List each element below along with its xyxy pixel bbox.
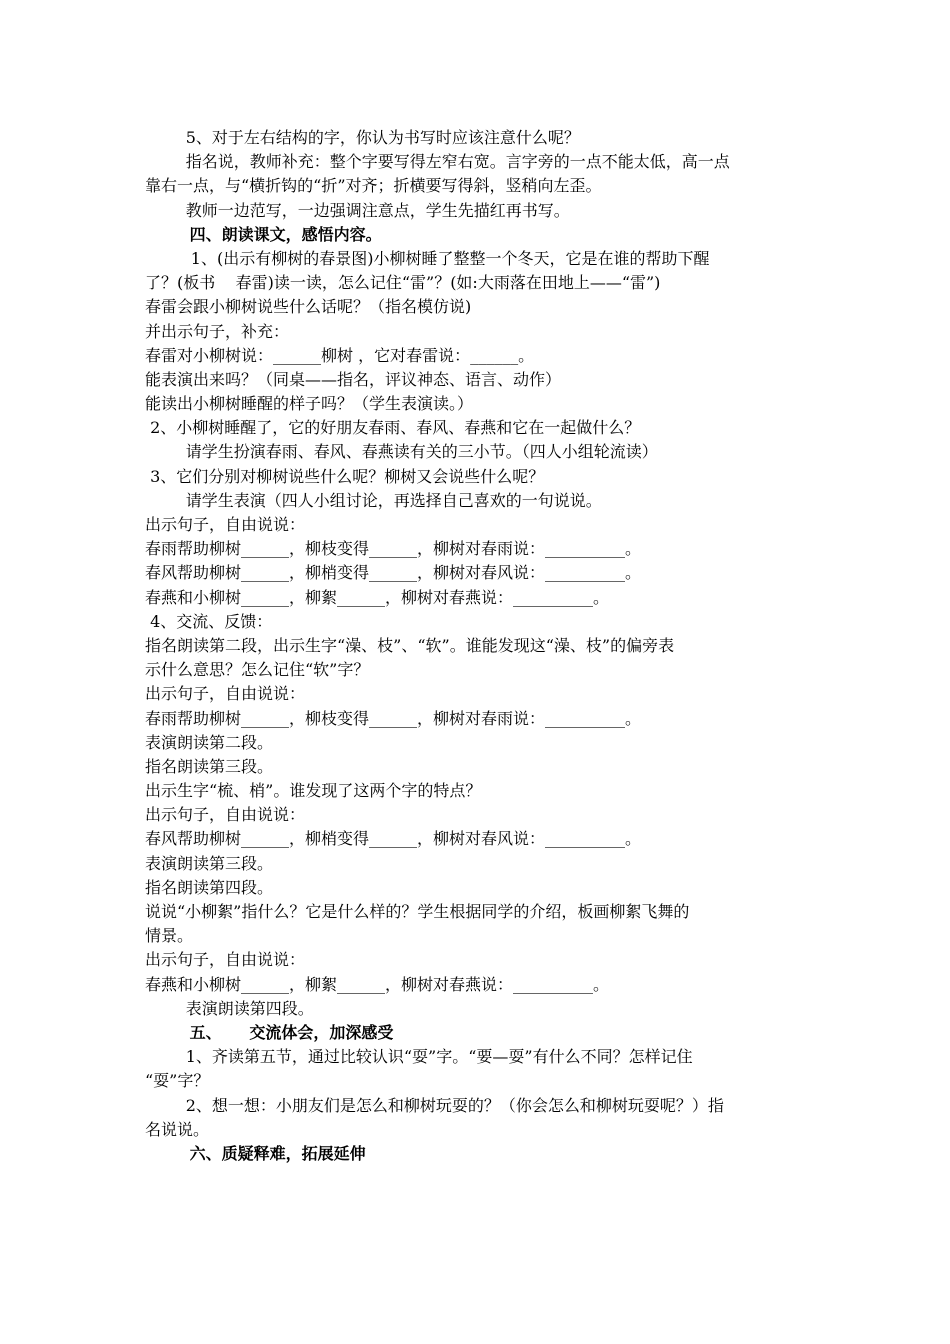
section-heading: 四、朗读课文，感悟内容。 bbox=[145, 224, 382, 244]
text-line: “耍”字？ bbox=[145, 1071, 210, 1091]
text-line: 并出示句子，补充： bbox=[145, 321, 290, 341]
text-line: 春雨帮助柳树______，柳枝变得______，柳树对春雨说：__________。 bbox=[145, 708, 642, 728]
text-line: 春燕和小柳树______，柳絮______，柳树对春燕说：__________。 bbox=[145, 587, 610, 607]
text-line: 春雷对小柳树说：______柳树 ，它对春雷说：______。 bbox=[145, 345, 535, 365]
text-line: 能读出小柳树睡醒的样子吗？（学生表演读。） bbox=[145, 394, 474, 414]
section-heading: 六、质疑释难，拓展延伸 bbox=[145, 1143, 366, 1163]
text-line: 指名说，教师补充：整个字要写得左窄右宽。言字旁的一点不能太低，高一点 bbox=[145, 152, 730, 172]
text-line: 名说说。 bbox=[145, 1119, 210, 1139]
text-line: 示什么意思？怎么记住“软”字？ bbox=[145, 660, 370, 680]
text-line: 情景。 bbox=[145, 926, 194, 946]
text-line: 能表演出来吗？（同桌——指名，评议神态、语言、动作） bbox=[145, 369, 562, 389]
text-line: 春雨帮助柳树______，柳枝变得______，柳树对春雨说：__________。 bbox=[145, 539, 642, 559]
text-line: 3、它们分别对柳树说些什么呢？柳树又会说些什么呢？ bbox=[145, 466, 545, 486]
text-line: 靠右一点，与“横折钩的“折”对齐；折横要写得斜，竖稍向左歪。 bbox=[145, 176, 602, 196]
text-line: 表演朗读第三段。 bbox=[145, 853, 274, 873]
text-line: 了？(板书 春雷)读一读，怎么记住“雷”？(如:大雨落在田地上——“雷”) bbox=[145, 273, 661, 293]
text-line: 出示生字“梳、梢”。谁发现了这两个字的特点？ bbox=[145, 781, 482, 801]
text-line: 春燕和小柳树______，柳絮______，柳树对春燕说：__________。 bbox=[145, 974, 610, 994]
text-line: 2、小柳树睡醒了，它的好朋友春雨、春风、春燕和它在一起做什么？ bbox=[145, 418, 641, 438]
text-line: 表演朗读第二段。 bbox=[145, 732, 274, 752]
text-line: 出示句子，自由说说： bbox=[145, 805, 306, 825]
text-line: 春风帮助柳树______，柳梢变得______，柳树对春风说：__________。 bbox=[145, 563, 642, 583]
text-line: 2、想一想：小朋友们是怎么和柳树玩耍的？（你会怎么和柳树玩耍呢？）指 bbox=[145, 1095, 724, 1115]
text-line: 1、齐读第五节，通过比较认识“耍”字。“要—耍”有什么不同？怎样记住 bbox=[145, 1047, 693, 1067]
text-line: 指名朗读第三段。 bbox=[145, 756, 274, 776]
text-line: 教师一边范写，一边强调注意点，学生先描红再书写。 bbox=[145, 200, 570, 220]
text-line: 1、(出示有柳树的春景图)小柳树睡了整整一个冬天，它是在谁的帮助下醒 bbox=[145, 248, 710, 268]
text-line: 春风帮助柳树______，柳梢变得______，柳树对春风说：__________。 bbox=[145, 829, 642, 849]
text-line: 4、交流、反馈： bbox=[145, 611, 273, 631]
text-line: 指名朗读第二段，出示生字“澡、枝”、“软”。谁能发现这“澡、枝”的偏旁表 bbox=[145, 635, 675, 655]
document-body bbox=[145, 126, 810, 1166]
section-heading: 五、 交流体会，加深感受 bbox=[145, 1022, 394, 1042]
text-line: 请学生表演（四人小组讨论，再选择自己喜欢的一句说说。 bbox=[145, 490, 602, 510]
text-line: 说说“小柳絮”指什么？它是什么样的？学生根据同学的介绍，板画柳絮飞舞的 bbox=[145, 902, 690, 921]
text-line: 春雷会跟小柳树说些什么话呢？（指名模仿说) bbox=[145, 297, 472, 317]
text-line: 请学生扮演春雨、春风、春燕读有关的三小节。（四人小组轮流读） bbox=[145, 442, 658, 462]
text-line: 出示句子，自由说说： bbox=[145, 950, 306, 970]
text-line: 表演朗读第四段。 bbox=[145, 998, 314, 1018]
text-line: 指名朗读第四段。 bbox=[145, 877, 274, 897]
text-line: 5、对于左右结构的字，你认为书写时应该注意什么呢？ bbox=[145, 128, 580, 147]
text-line: 出示句子，自由说说： bbox=[145, 684, 306, 704]
text-line: 出示句子，自由说说： bbox=[145, 515, 306, 534]
